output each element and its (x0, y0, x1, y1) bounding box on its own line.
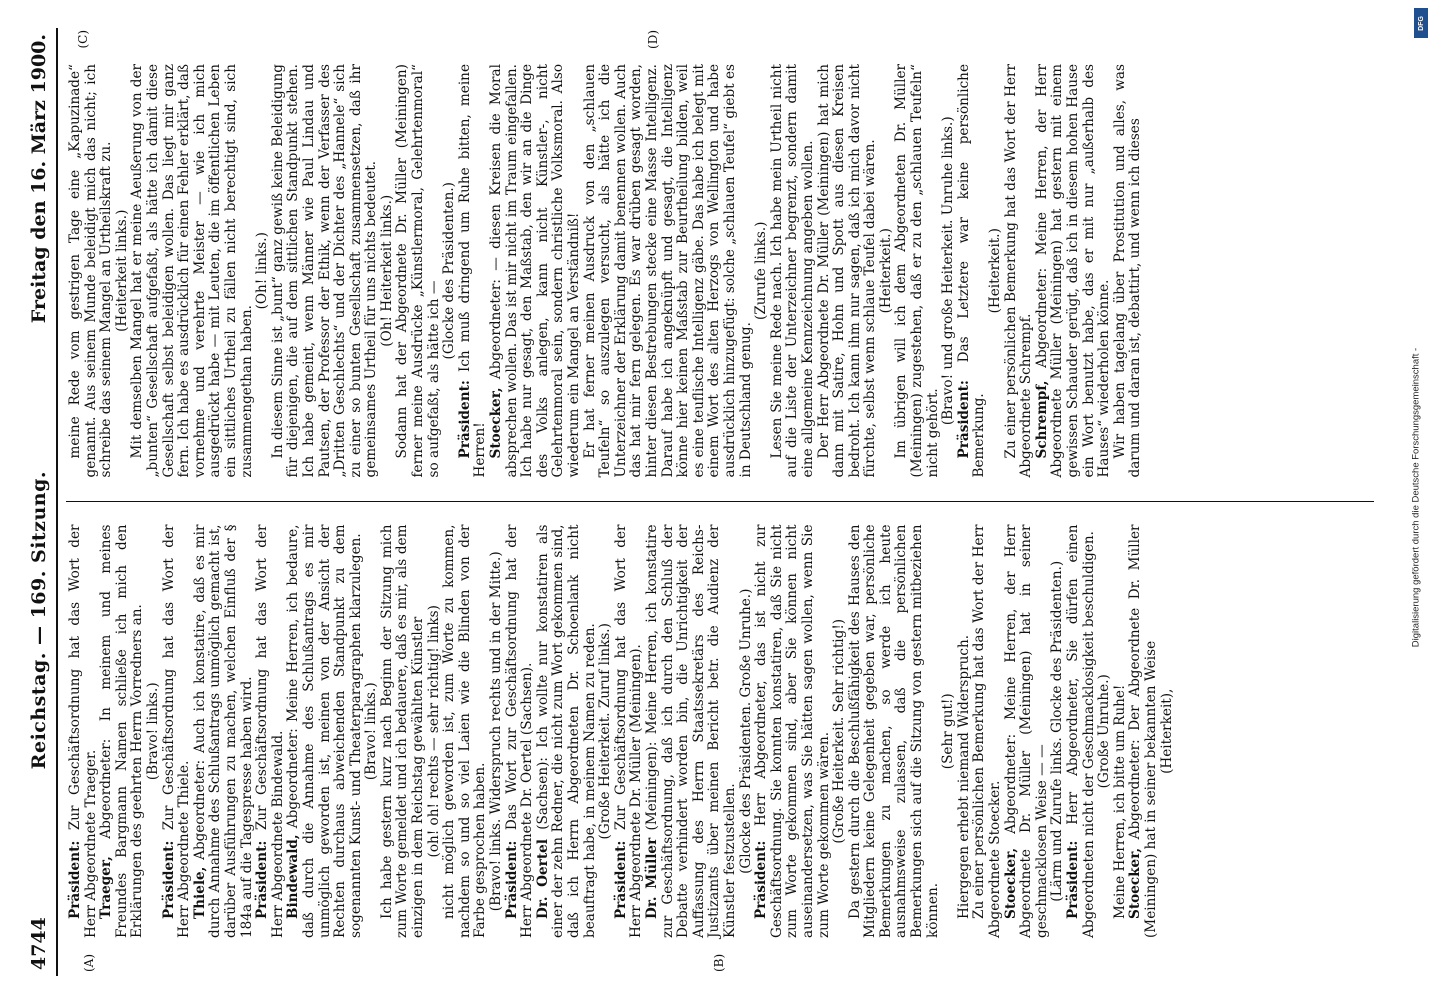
header-rule (56, 28, 58, 976)
paragraph: Traeger, Abgeordneter: In meinem und meines Freundes Bargmann Namen schließe ich mich den Erklärungen des geehrten Herrn Vorredners an. (98, 524, 146, 938)
paragraph: (Bravo! links.) (363, 682, 380, 781)
page-number: 4744 (28, 917, 50, 970)
paragraph: Ich habe gestern kurz nach Beginn der Sitzung mich zum Worte gemeldet und ich bedauere, daß es mir, als dem einzigen in dem Reichstag gewählten Künstler (378, 524, 427, 938)
paragraph: (Bravo! links.) (144, 682, 161, 781)
paragraph: Sodann hat der Abgeordnete Dr. Müller (Meiningen) ferner meine Ausdrücke „Künstlermoral, Gelehrtenmoral“ so aufgefaßt, als hätte ich — (394, 64, 442, 478)
paragraph: (Oh! Heiterkeit links.) (378, 194, 395, 347)
page-header (6, 28, 56, 976)
paragraph: (Große Heiterkeit. Sehr richtig!) (831, 618, 848, 844)
margin-marker-a: (A) (82, 953, 96, 972)
margin-marker-c: (C) (76, 30, 90, 49)
paragraph: (Bravo! links. Widerspruch rechts und in der Mitte.) (488, 551, 505, 912)
dfg-logo-text: DFG (1417, 15, 1425, 31)
paragraph: (Heiterkeit), (1158, 688, 1175, 774)
paragraph: Präsident: Das Wort zur Geschäftsordnung hat der Herr Abgeordnete Dr. Oertel (Sachsen). (503, 524, 536, 938)
speaker-name: Präsident: (254, 840, 271, 919)
speaker-name: Stoecker, (1127, 847, 1144, 919)
paragraph: (Heiterkeit.) (987, 228, 1004, 314)
paragraph: (Zurufe links.) (753, 221, 770, 320)
digitization-credit (1406, 12, 1428, 992)
paragraph: (oh! oh! rechts — sehr richtig! links) (425, 605, 442, 858)
paragraph: (Große Heiterkeit. Zuruf links.) (597, 623, 614, 840)
speaker-name: Präsident: (612, 840, 629, 919)
paragraph: Thiele, Abgeordneter: Auch ich konstatire, daß es mir durch Annahme des Schlußantrags unmöglich gemacht ist, darüber Ausführungen zu machen, welchen Einfluß der § 184a auf die Tagespresse haben wird. (191, 524, 255, 938)
paragraph: Zu einer persönlichen Bemerkung hat das Wort der Herr Abgeordnete Schrempf. (1002, 64, 1035, 478)
paragraph: (Große Unruhe.) (1096, 674, 1113, 789)
paragraph: (Heiterkeit.) (877, 228, 894, 314)
speaker-name: Thiele, (191, 866, 208, 919)
speaker-name: Präsident: (955, 380, 972, 459)
paragraph: Stoecker, Abgeordneter: — diesen Kreisen die Moral absprechen wollen. Das ist mir nicht im Traum eingefallen. Ich habe nur gesagt, den Maßstab, den wir an die Dinge des Volks anlegen, kann nicht Künstler-, nicht Gelehrtenmoral sein, sondern christliche Volksmoral. Also wiederum ein Mangel an Verständniß! (488, 64, 582, 478)
paragraph: Präsident: Zur Geschäftsordnung hat das Wort der Herr Abgeordnete Dr. Müller (Meiningen). (612, 524, 645, 938)
speaker-name: Präsident: (503, 840, 520, 919)
paragraph: Präsident: Ich muß dringend um Ruhe bitten, meine Herren! (456, 64, 489, 478)
paragraph: Stoecker, Abgeordneter: Meine Herren, der Herr Abgeordnete Dr. Müller (Meiningen) hat in seiner geschmacklosen Weise — — (1002, 524, 1050, 938)
paragraph: Dr. Müller (Meiningen): Meine Herren, ich konstatire zur Geschäftsordnung, daß ich durch den Schluß der Debatte verhindert worden bin, die Unrichtigkeit der Auffassung des Herrn Staatssekretärs des Reichs-Justizamts über meinen Bericht betr. die Audienz der Künstler festzustellen. (643, 524, 738, 938)
paragraph: Präsident: Zur Geschäftsordnung hat das Wort der Herr Abgeordnete Bindewald. (254, 524, 286, 938)
speaker-name: Stoecker, (488, 387, 505, 459)
paragraph: Präsident: Zur Geschäftsordnung hat das Wort der Herr Abgeordnete Thiele. (160, 524, 193, 938)
paragraph: (Oh! links.) (254, 232, 271, 310)
paragraph: Bindewald, Abgeordneter: Meine Herren, ich bedaure, daß durch die Annahme des Schlußantrags es mir unmöglich geworden ist, meinen von der Ansicht der Rechten durchaus abweichenden Standpunkt zu dem sogenannten Kunst- und Theaterparagraphen klarzulegen. (285, 524, 364, 938)
speaker-name: Traeger, (98, 856, 115, 919)
text-columns (64, 28, 1374, 976)
paragraph: Präsident: Zur Geschäftsordnung hat das Wort der Herr Abgeordnete Traeger. (67, 524, 99, 938)
paragraph: (Glocke des Präsidenten.) (441, 182, 458, 360)
right-column (64, 28, 1374, 502)
paragraph: Dr. Oertel (Sachsen): Ich wollte nur konstatiren als einer der zehn Redner, die nicht zum Wort gekommen sind, daß ich Herrn Abgeordneten Dr. Schoenlank nicht beauftragt habe, in meinem Namen zu reden. (534, 524, 598, 938)
paragraph: In diesem Sinne ist „bunt“ ganz gewiß keine Beleidigung für diejenigen, die auf dem sittlichen Standpunkt stehen. Ich habe gemeint, wenn Männer wie Paul Lindau und Pautsen, der Professor der Ethik, wenn der Verfasser des „Dritten Geschlechts“ und der Dichter des „Hannele“ sich zu einer so bunten Gesellschaft zusammensetzen, daß ihr gemeinsames Urtheil für uns nichts bedeutet. (269, 64, 380, 478)
speaker-name: Präsident: (456, 380, 473, 459)
speaker-name: Schrempf, (1033, 380, 1050, 459)
paragraph: Schrempf, Abgeordneter: Meine Herren, der Herr Abgeordnete Müller (Meiningen) hat gestern mit einem gewissen Schauder gerügt, daß ich in diesem hohen Hause ein Wort benutzt habe, das er mit nur „außerhalb des Hauses“ wiederholen könne. (1033, 64, 1113, 478)
speaker-name: Präsident: (67, 840, 83, 919)
session-title: Reichstag. — 169. Sitzung. (28, 470, 50, 770)
credit-text: Digitalisierung gefördert durch die Deutsche Forschungsgemeinschaft - (1410, 347, 1422, 648)
paragraph: Präsident: Herr Abgeordneter, Sie dürfen einen Abgeordneten nicht der Geschmacklosigkeit beschuldigen. (1065, 524, 1097, 938)
paragraph: Der Herr Abgeordnete Dr. Müller (Meiningen) hat mich dann mit Satire, Hohn und Spott aus diesen Kreisen bedroht. Ich kann ihm nur sagen, daß ich mich davor nicht fürchte, selbst wenn schlaue Teufel dabei wären. (815, 64, 879, 478)
paragraph: Da gestern durch die Beschlußfähigkeit des Hauses den Mitgliedern keine Gelegenheit gegeben war, persönliche Bemerkungen zu machen, so werde ich heute ausnahmsweise zulassen, daß die persönlichen Bemerkungen sich auf die Sitzung von gestern mitbeziehen können. (846, 524, 941, 938)
speaker-name: Dr. Müller (643, 837, 660, 919)
paragraph: Hiergegen erhebt niemand Widerspruch. (955, 634, 972, 919)
paragraph: Er hat ferner meinen Ausdruck von den „schlauen Teufeln“ so auszulegen versucht, als hätte ich die Unterzeichner der Erklärung damit benennen wollen. Auch das hat mir fern gelegen. Es war drüben gesagt worden, hinter diesen Bestrebungen stecke eine Masse Intelligenz. Darauf habe ich angeknüpft und gesagt, die Intelligenz könne hier keinen Maßstab zur Beurtheilung bilden, weil es eine teuflische Intelligenz gäbe. Das habe ich belegt mit einem Wort des alten Herzogs von Wellington und habe ausdrücklich hinzugefügt: solche „schlauen Teufel“ giebt es in Deutschland genug. (581, 64, 754, 478)
paragraph: Präsident: Das Letztere war keine persönliche Bemerkung. (955, 64, 988, 478)
paragraph: Im übrigen will ich dem Abgeordneten Dr. Müller (Meiningen) zugestehen, daß er zu den „schlauen Teufeln“ nicht gehört. (893, 64, 941, 478)
dfg-logo (1414, 8, 1428, 38)
paragraph: (Glocke des Präsidenten. Große Unruhe.) (737, 588, 754, 874)
speaker-name: Präsident: (1065, 840, 1081, 919)
paragraph: Stoecker, Abgeordneter: Der Abgeordnete Dr. Müller (Meiningen) hat in seiner bekannten Weise (1127, 524, 1159, 938)
paragraph: meine Rede vom gestrigen Tage eine „Kapuzinade“ genannt. Aus seinem Munde beleidigt mich das nicht; ich schreibe das seinem Mangel an Urtheilskraft zu. (67, 64, 115, 478)
paragraph: Wir haben tagelang über Prostitution und alles, was darum und daran ist, debattirt, und wenn ich dieses (1111, 64, 1144, 478)
speaker-name: Stoecker, (1002, 847, 1019, 919)
left-column (64, 503, 1374, 977)
session-date: Freitag den 16. März 1900. (28, 34, 50, 324)
paragraph: (Sehr gut!) (940, 693, 957, 770)
paragraph: (Heiterkeit links.) (113, 209, 130, 332)
margin-marker-b: (B) (712, 953, 726, 972)
speaker-name: Präsident: (160, 840, 177, 919)
paragraph: Meine Herren, ich bitte um Ruhe! (1111, 684, 1128, 919)
paragraph: Präsident: Herr Abgeordneter, das ist nicht zur Geschäftsordnung. Sie konnten konstatiren, daß Sie nicht zum Worte gekommen sind, aber Sie können nicht auseinandersetzen, was Sie hätten sagen wollen, wenn Sie zum Worte gekommen wären. (753, 524, 832, 938)
paragraph: Zu einer persönlichen Bemerkung hat das Wort der Herr Abgeordnete Stoecker. (971, 524, 1004, 938)
paragraph: nicht möglich geworden ist, zum Worte zu kommen, nachdem so und so viel Laien wie die Blinden von der Farbe gesprochen haben. (441, 524, 489, 938)
paragraph: Lesen Sie meine Rede nach. Ich habe mein Urtheil nicht auf die Liste der Unterzeichner begrenzt, sondern damit eine allgemeine Kennzeichnung angeben wollen. (768, 64, 816, 478)
margin-marker-d: (D) (646, 30, 660, 49)
paragraph: Mit demselben Mangel hat er meine Aeußerung von der „bunten“ Gesellschaft aufgefaßt, als hätte ich damit diese Gesellschaft selbst beleidigen wollen. Das liegt mir ganz fern. Ich habe es ausdrücklich für einen Fehler erklärt, daß vornehme und verehrte Meister — wie ich mich ausgedrückt habe — mit Leuten, die im öffentlichen Leben ein sittliches Urtheil zu fällen nicht berechtigt sind, sich zusammengethan haben. (129, 64, 255, 478)
speaker-name: Bindewald, (285, 834, 302, 919)
speaker-name: Präsident: (753, 840, 770, 919)
paragraph: (Lärm und Zurufe links. Glocke des Präsidenten.) (1049, 560, 1066, 902)
speaker-name: Dr. Oertel (534, 839, 551, 919)
paragraph: (Bravo! und große Heiterkeit. Unruhe links.) (940, 116, 957, 426)
